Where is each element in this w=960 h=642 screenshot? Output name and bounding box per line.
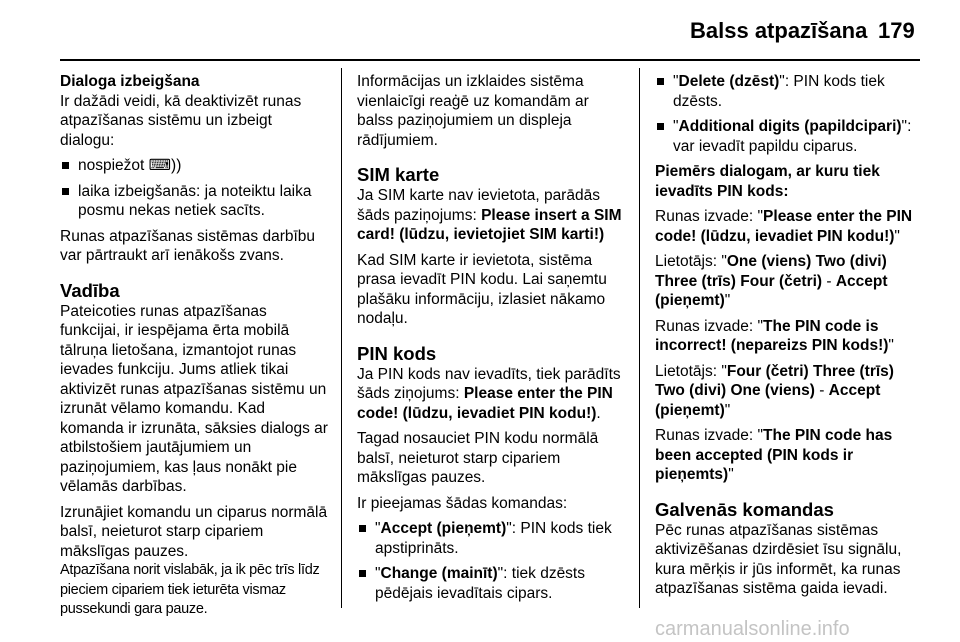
- column-divider-2: [639, 68, 640, 608]
- list-item: laika izbeigšanās: ja noteiktu laika posmu nekas netiek sacīts.: [60, 182, 328, 221]
- control-heading: Vadība: [60, 279, 120, 301]
- sim-heading: SIM karte: [357, 164, 440, 185]
- bullet-icon: [657, 123, 664, 130]
- watermark: carmanualsonline.info: [655, 618, 850, 640]
- list-item: "Accept (pieņemt)": PIN kods tiek apstiprināts.: [357, 519, 627, 558]
- header-rule: [60, 59, 920, 61]
- digits-paragraph: Izrunājiet komandu un ciparus normālā balsī, neieturot starp cipariem mākslīgas pauzes.: [60, 503, 328, 560]
- bullet-icon: [359, 570, 366, 577]
- column-3: "Delete (dzēst)": PIN kods tiek dzēsts. "Additional digits (papildcipari)": var ievadīt papildu ciparus. Piemērs dialogam, ar kuru tiek ievadīts PIN kods: Runas izvade: "Please enter the PIN code! (lūdzu, ievadiet PIN kodu!)" Lietotājs: "One (viens) Two (divi) Three (trīs) Four (četri) - Accept (pieņemt)" Runas izvade: "The PIN code is incorrect! (nepareizs PIN kods!)" Lietotājs: "Four (četri) Three (trīs) Two (divi) One (viens) - Accept (pieņemt)" Runas izvade: "The PIN code has been accepted (PIN kods ir pieņemts)" Galvenās komandas Pēc runas atpazīšanas sistēmas aktivizēšanas dzirdēsiet īsu signālu, kura mērķis ir jūs informēt, ka runas atpazīšanas sistēma gaida ievadi.: [655, 72, 923, 605]
- list-item: "Delete (dzēst)": PIN kods tiek dzēsts.: [655, 72, 923, 111]
- commands-intro: Ir pieejamas šādas komandas:: [357, 494, 568, 512]
- column-2: Informācijas un izklaides sistēma vienlaicīgi reaģē uz komandām ar balss paziņojumiem un displeja rādījumiem. SIM karte Ja SIM karte nav ievietota, parādās šāds paziņojums: Please insert a SIM card! (lūdzu, ievietojiet SIM karti!) Kad SIM karte ir ievietota, sistēma prasa ievadīt PIN kodu. Lai saņemtu plašāku informāciju, izlasiet nākamo nodaļu. PIN kods Ja PIN kods nav ievadīts, tiek parādīts šāds ziņojums: Please enter the PIN code! (lūdzu, ievadiet PIN kodu!). Tagad nosauciet PIN kodu normālā balsī, neieturot starp cipariem mākslīgas pauzes. Ir pieejamas šādas komandas: "Accept (pieņemt)": PIN kods tiek apstiprināts. "Change (mainīt)": tiek dzēsts pēdējais ievadītais cipars.: [357, 72, 627, 609]
- column-divider-1: [341, 68, 342, 608]
- list-item: "Additional digits (papildcipari)": var ievadīt papildu ciparus.: [655, 117, 923, 156]
- list-item: nospiežot ⌨)): [60, 156, 328, 176]
- sim-after-text: Kad SIM karte ir ievietota, sistēma prasa ievadīt PIN kodu. Lai saņemtu plašāku informāciju, izlasiet nākamo nodaļu.: [357, 251, 607, 327]
- bullet-icon: [657, 78, 664, 85]
- page-number: 179: [878, 18, 915, 43]
- pin-message: Please enter the PIN code! (lūdzu, ievadiet PIN kodu!): [357, 385, 613, 422]
- column-1: [60, 72, 328, 626]
- digits-paragraph-2: Atpazīšana norit vislabāk, ja ik pēc trīs līdz pieciem cipariem tiek ieturēta vismaz pussekundi gara pauze.: [60, 562, 320, 617]
- end-dialog-intro: Ir dažādi veidi, kā deaktivizēt runas atpazīšanas sistēmu un izbeigt dialogu:: [60, 92, 302, 149]
- info-text: Informācijas un izklaides sistēma vienlaicīgi reaģē uz komandām ar balss paziņojumiem un displeja rādījumiem.: [357, 73, 589, 149]
- interrupt-text: Runas atpazīšanas sistēmas darbību var pārtraukt arī ienākošs zvans.: [60, 227, 316, 264]
- example-heading: Piemērs dialogam, ar kuru tiek ievadīts PIN kods:: [655, 163, 880, 200]
- sim-message: Please insert a SIM card! (lūdzu, ievietojiet SIM karti!): [357, 206, 622, 243]
- page-header-title: Balss atpazīšana: [690, 18, 868, 43]
- main-commands-heading: Galvenās komandas: [655, 498, 834, 520]
- bullet-icon: [359, 525, 366, 532]
- pin-heading: PIN kods: [357, 342, 437, 364]
- control-text: Pateicoties runas atpazīšanas funkcijai, ir iespējama ērta mobilā tālruņa lietošana, izmantojot runas ievades funkciju. Jums atliek tikai aktivizēt runas atpazīšanas sistēmu un izrunāt vēlamo komandu. Kad komanda ir izrunāta, sāksies dialogs ar atbilstošiem jautājumiem un paziņojumiem, kas ļaus nonākt pie vēlamās darbības.: [60, 302, 328, 495]
- bullet-icon: [62, 188, 69, 195]
- pin-say-text: Tagad nosauciet PIN kodu normālā balsī, neieturot starp cipariem mākslīgas pauzes.: [357, 430, 599, 486]
- end-dialog-heading: Dialoga izbeigšana: [60, 73, 200, 90]
- bullet-icon: [62, 162, 69, 169]
- list-item: "Change (mainīt)": tiek dzēsts pēdējais ievadītais cipars.: [357, 564, 627, 603]
- main-commands-text: Pēc runas atpazīšanas sistēmas aktivizēšanas dzirdēsiet īsu signālu, kura mērķis ir jūs informēt, ka runas atpazīšanas sistēma gaida ievadi.: [655, 521, 902, 597]
